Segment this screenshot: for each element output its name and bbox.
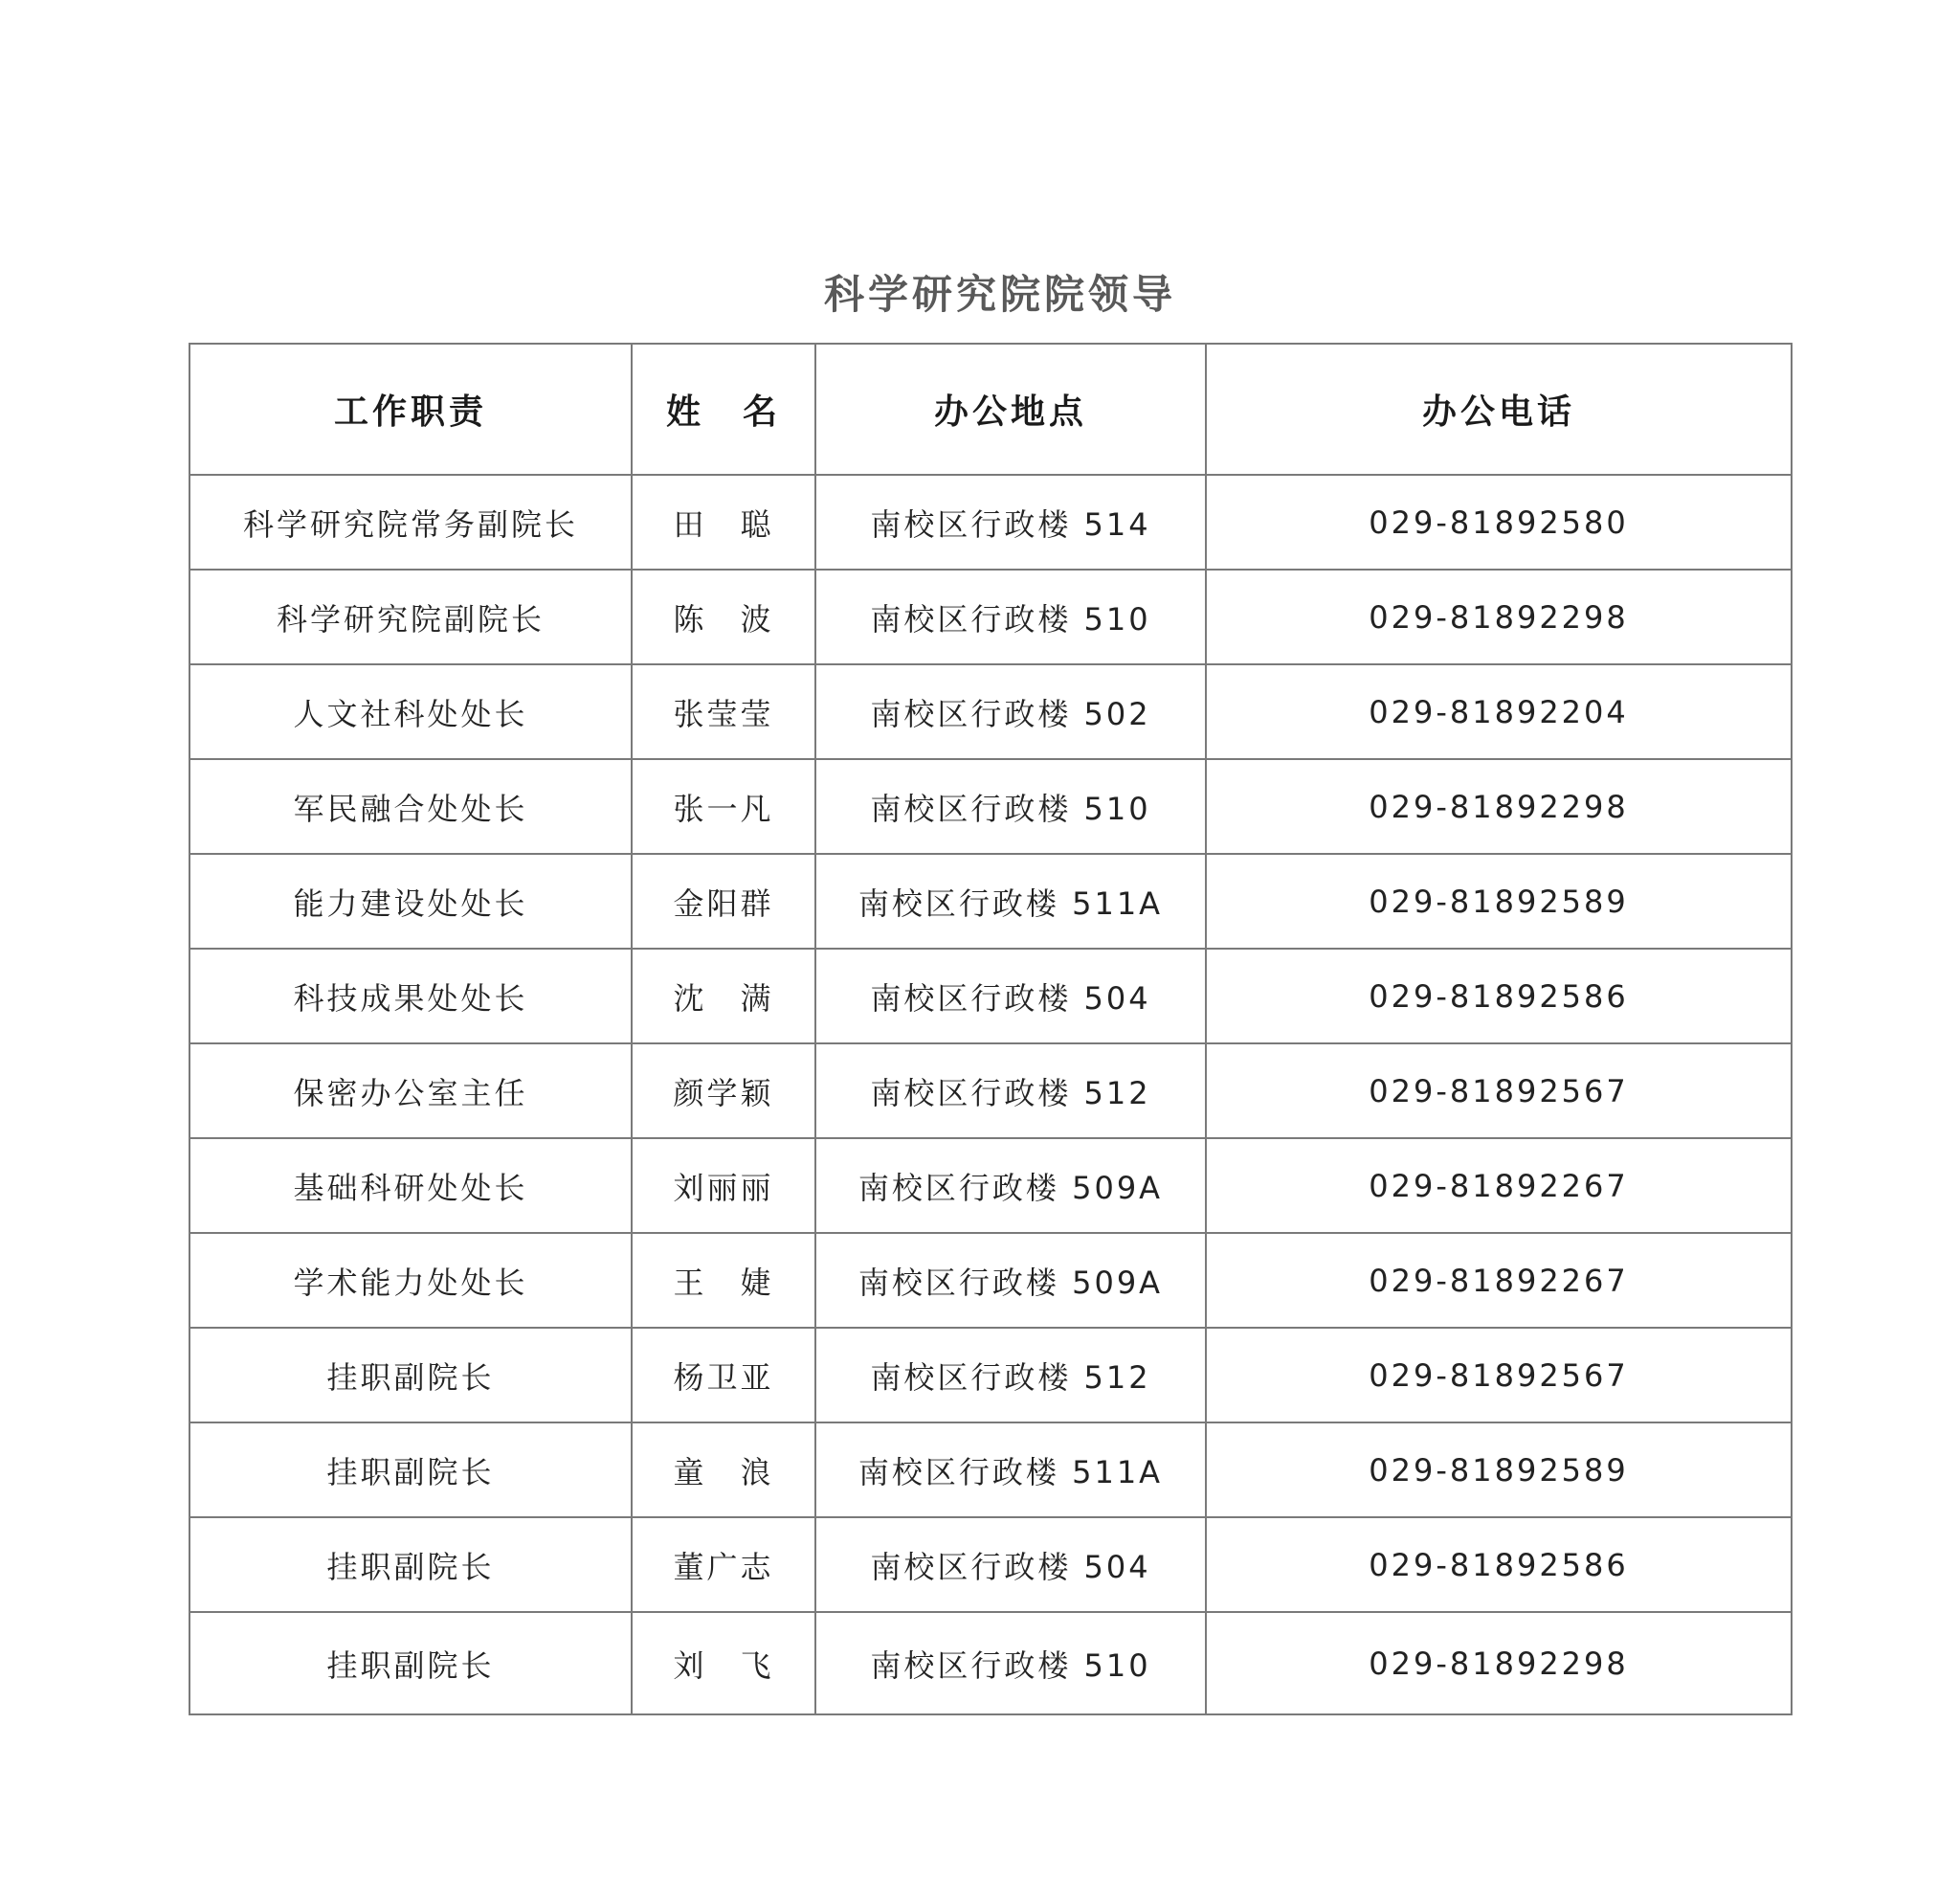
cell-name: 金阳群: [632, 854, 815, 949]
cell-location: 南校区行政楼 511A: [815, 1422, 1206, 1517]
cell-name: 张一凡: [632, 759, 815, 854]
cell-name: 童 浪: [632, 1422, 815, 1517]
cell-name: 颜学颖: [632, 1043, 815, 1138]
cell-duty: 挂职副院长: [189, 1422, 632, 1517]
table-row: [189, 1328, 1792, 1422]
cell-phone: 029-81892298: [1206, 570, 1792, 664]
table-row: [189, 570, 1792, 664]
page-title: 科学研究院院领导: [823, 271, 1176, 318]
cell-phone: 029-81892589: [1206, 1422, 1792, 1517]
table-row: [189, 1517, 1792, 1612]
cell-name: 王 婕: [632, 1233, 815, 1328]
table-row: [189, 1138, 1792, 1233]
cell-duty: 保密办公室主任: [189, 1043, 632, 1138]
cell-duty: 军民融合处处长: [189, 759, 632, 854]
cell-duty: 挂职副院长: [189, 1612, 632, 1714]
cell-name: 陈 波: [632, 570, 815, 664]
header-location: 办公地点: [815, 344, 1206, 475]
cell-phone: 029-81892567: [1206, 1043, 1792, 1138]
table-row: [189, 664, 1792, 759]
cell-name: 刘丽丽: [632, 1138, 815, 1233]
cell-location: 南校区行政楼 509A: [815, 1138, 1206, 1233]
cell-duty: 挂职副院长: [189, 1517, 632, 1612]
cell-name: 田 聪: [632, 475, 815, 570]
cell-location: 南校区行政楼 512: [815, 1328, 1206, 1422]
table-row: [189, 475, 1792, 570]
cell-duty: 挂职副院长: [189, 1328, 632, 1422]
cell-duty: 学术能力处处长: [189, 1233, 632, 1328]
cell-location: 南校区行政楼 510: [815, 570, 1206, 664]
cell-location: 南校区行政楼 504: [815, 1517, 1206, 1612]
cell-duty: 人文社科处处长: [189, 664, 632, 759]
table-row: [189, 759, 1792, 854]
cell-phone: 029-81892567: [1206, 1328, 1792, 1422]
table-row: [189, 854, 1792, 949]
table-header-row: [189, 344, 1792, 475]
cell-phone: 029-81892298: [1206, 759, 1792, 854]
cell-phone: 029-81892589: [1206, 854, 1792, 949]
cell-phone: 029-81892298: [1206, 1612, 1792, 1714]
cell-name: 杨卫亚: [632, 1328, 815, 1422]
cell-name: 沈 满: [632, 949, 815, 1043]
leaders-table: [189, 343, 1793, 1715]
table-row: [189, 1233, 1792, 1328]
cell-location: 南校区行政楼 502: [815, 664, 1206, 759]
cell-duty: 科学研究院常务副院长: [189, 475, 632, 570]
cell-phone: 029-81892586: [1206, 1517, 1792, 1612]
table-row: [189, 1043, 1792, 1138]
cell-phone: 029-81892204: [1206, 664, 1792, 759]
cell-location: 南校区行政楼 511A: [815, 854, 1206, 949]
cell-location: 南校区行政楼 509A: [815, 1233, 1206, 1328]
table-row: [189, 1612, 1792, 1714]
header-name: 姓 名: [632, 344, 815, 475]
header-phone: 办公电话: [1206, 344, 1792, 475]
cell-phone: 029-81892267: [1206, 1233, 1792, 1328]
table-row: [189, 1422, 1792, 1517]
cell-duty: 科学研究院副院长: [189, 570, 632, 664]
cell-name: 张莹莹: [632, 664, 815, 759]
cell-location: 南校区行政楼 504: [815, 949, 1206, 1043]
cell-location: 南校区行政楼 510: [815, 759, 1206, 854]
cell-phone: 029-81892580: [1206, 475, 1792, 570]
header-duty: 工作职责: [189, 344, 632, 475]
cell-location: 南校区行政楼 514: [815, 475, 1206, 570]
table-row: [189, 949, 1792, 1043]
cell-phone: 029-81892267: [1206, 1138, 1792, 1233]
cell-duty: 基础科研处处长: [189, 1138, 632, 1233]
cell-location: 南校区行政楼 510: [815, 1612, 1206, 1714]
cell-location: 南校区行政楼 512: [815, 1043, 1206, 1138]
cell-phone: 029-81892586: [1206, 949, 1792, 1043]
cell-duty: 能力建设处处长: [189, 854, 632, 949]
cell-name: 董广志: [632, 1517, 815, 1612]
cell-name: 刘 飞: [632, 1612, 815, 1714]
cell-duty: 科技成果处处长: [189, 949, 632, 1043]
